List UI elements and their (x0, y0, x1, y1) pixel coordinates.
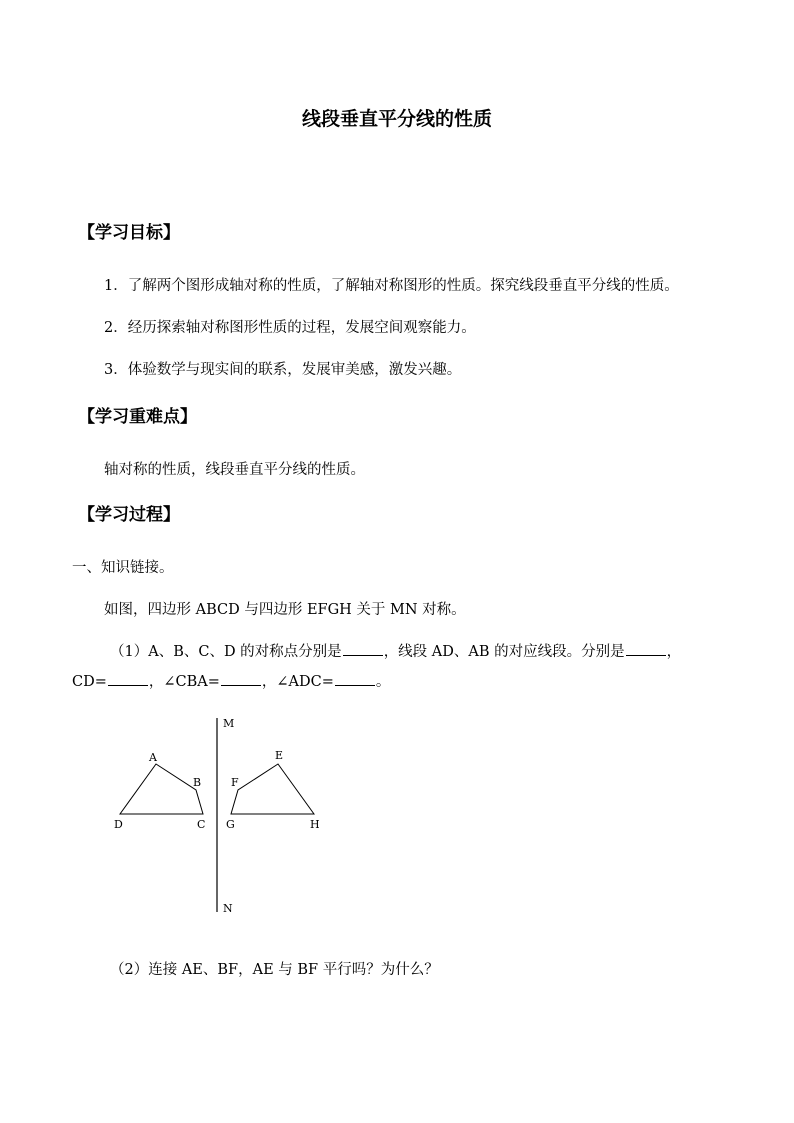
key-points-text: 轴对称的性质，线段垂直平分线的性质。 (104, 462, 365, 478)
quadrilateral-abcd (120, 764, 203, 814)
objective-item-3: 3．体验数学与现实间的联系，发展审美感，激发兴趣。 (104, 362, 462, 378)
section-knowledge-link: 一、知识链接。 (72, 560, 174, 576)
objective-item-1: 1．了解两个图形成轴对称的性质，了解轴对称图形的性质。探究线段垂直平分线的性质。 (104, 278, 679, 294)
answer-blank[interactable] (626, 641, 666, 656)
question-1-line-1 (110, 640, 681, 661)
label-e: E (275, 749, 284, 762)
question-1-text-g: 。 (375, 674, 391, 690)
label-m: M (223, 717, 235, 730)
figure-intro-text: 如图，四边形 ABCD 与四边形 EFGH 关于 MN 对称。 (104, 602, 466, 618)
question-2: （2）连接 AE、BF，AE 与 BF 平行吗？为什么？ (110, 962, 439, 978)
objective-item-2: 2．经历探索轴对称图形性质的过程，发展空间观察能力。 (104, 320, 476, 336)
question-1-text-b: ，线段 AD、AB 的对应线段。分别是 (383, 644, 625, 660)
symmetry-figure (100, 712, 340, 922)
answer-blank[interactable] (221, 671, 261, 686)
question-1-text-d: CD= (72, 674, 107, 690)
label-a: A (149, 751, 157, 764)
question-1-text-e: ，∠CBA= (148, 674, 220, 690)
question-1-text-f: ，∠ADC= (261, 674, 334, 690)
answer-blank[interactable] (108, 671, 148, 686)
label-c: C (197, 818, 206, 831)
page-title: 线段垂直平分线的性质 (301, 108, 492, 130)
process-heading: 【学习过程】 (78, 505, 180, 525)
answer-blank[interactable] (343, 641, 383, 656)
quadrilateral-efgh (231, 764, 314, 814)
label-g: G (226, 818, 235, 831)
label-f: F (231, 776, 239, 789)
label-h: H (310, 818, 320, 831)
question-1-text-a: （1）A、B、C、D 的对称点分别是 (110, 644, 342, 660)
answer-blank[interactable] (335, 671, 375, 686)
label-b: B (193, 776, 202, 789)
label-n: N (223, 902, 233, 915)
question-1-line-2 (72, 670, 390, 691)
key-points-heading: 【学习重难点】 (78, 407, 197, 427)
objectives-heading: 【学习目标】 (78, 223, 180, 243)
label-d: D (114, 818, 123, 831)
question-1-text-c: ， (666, 644, 682, 660)
